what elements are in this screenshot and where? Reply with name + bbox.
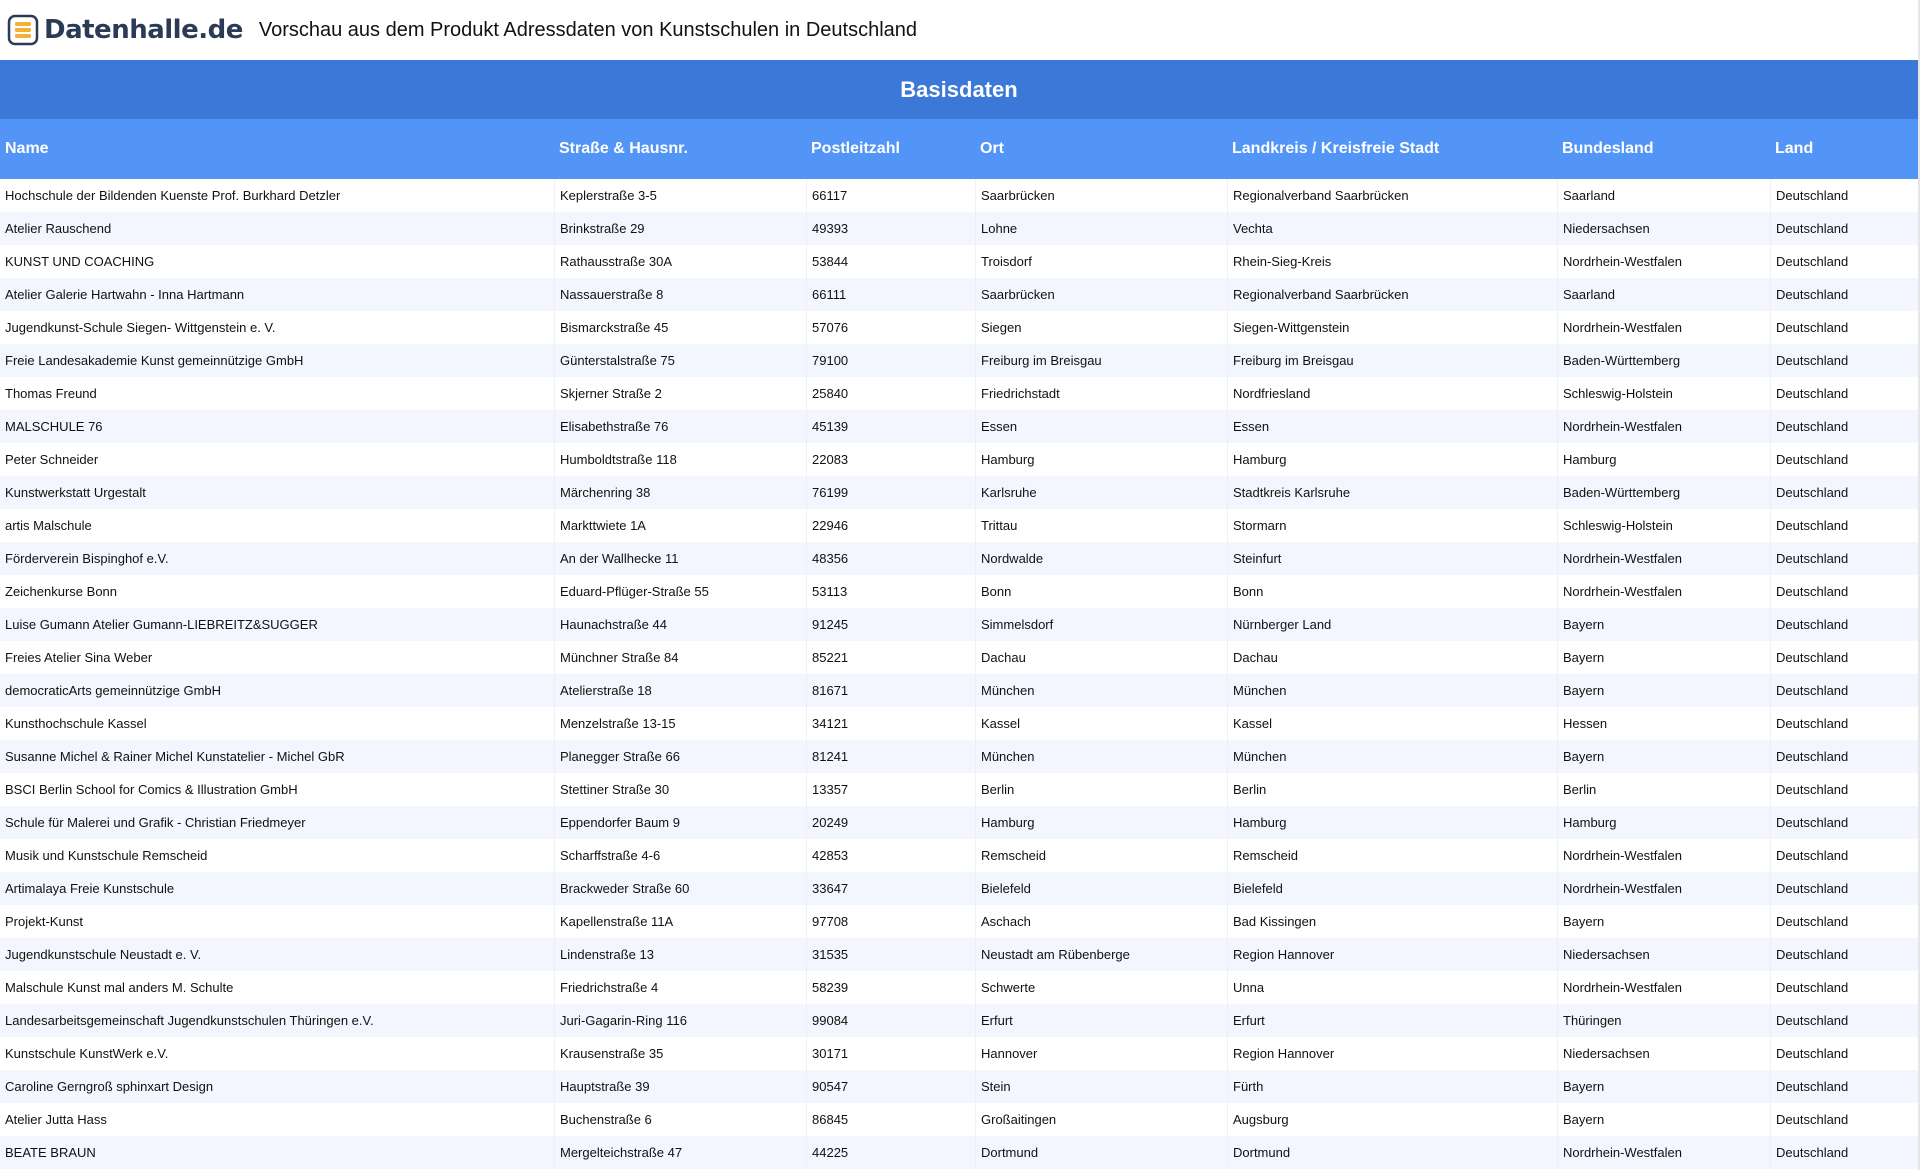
cell-country: Deutschland xyxy=(1770,608,1918,641)
cell-postal-code: 49393 xyxy=(806,212,975,245)
cell-postal-code: 42853 xyxy=(806,839,975,872)
cell-postal-code: 81671 xyxy=(806,674,975,707)
cell-district: Nürnberger Land xyxy=(1227,608,1557,641)
cell-name: Hochschule der Bildenden Kuenste Prof. Burkhard Detzler xyxy=(5,188,341,203)
cell-street: Mergelteichstraße 47 xyxy=(554,1136,806,1169)
cell-name: Kunstwerkstatt Urgestalt xyxy=(5,485,146,500)
cell-postal-code: 81241 xyxy=(806,740,975,773)
cell-postal-code: 85221 xyxy=(806,641,975,674)
cell-country: Deutschland xyxy=(1770,179,1918,212)
table-row[interactable] xyxy=(0,1136,1918,1169)
cell-postal-code: 22083 xyxy=(806,443,975,476)
cell-street: Eduard-Pflüger-Straße 55 xyxy=(554,575,806,608)
cell-district: Dachau xyxy=(1227,641,1557,674)
cell-street: Scharffstraße 4-6 xyxy=(554,839,806,872)
cell-state: Bayern xyxy=(1557,674,1770,707)
cell-name: Atelier Galerie Hartwahn - Inna Hartmann xyxy=(5,287,245,302)
cell-name: Landesarbeitsgemeinschaft Jugendkunstschulen Thüringen e.V. xyxy=(5,1013,374,1028)
cell-city: Bielefeld xyxy=(975,872,1227,905)
table-row[interactable] xyxy=(0,971,1918,1004)
cell-name: Jugendkunstschule Neustadt e. V. xyxy=(5,947,202,962)
cell-country: Deutschland xyxy=(1770,278,1918,311)
cell-country: Deutschland xyxy=(1770,344,1918,377)
cell-street: Hauptstraße 39 xyxy=(554,1070,806,1103)
cell-state: Bayern xyxy=(1557,740,1770,773)
cell-district: Kassel xyxy=(1227,707,1557,740)
cell-district: Steinfurt xyxy=(1227,542,1557,575)
cell-city: Stein xyxy=(975,1070,1227,1103)
cell-district: München xyxy=(1227,674,1557,707)
cell-state: Nordrhein-Westfalen xyxy=(1557,1136,1770,1169)
table-row[interactable] xyxy=(0,905,1918,938)
cell-district: Freiburg im Breisgau xyxy=(1227,344,1557,377)
table-row[interactable] xyxy=(0,872,1918,905)
cell-street: Keplerstraße 3-5 xyxy=(554,179,806,212)
cell-district: Vechta xyxy=(1227,212,1557,245)
table-row[interactable] xyxy=(0,542,1918,575)
cell-postal-code: 79100 xyxy=(806,344,975,377)
cell-street: Markttwiete 1A xyxy=(554,509,806,542)
column-header-district[interactable]: Landkreis / Kreisfreie Stadt xyxy=(1232,140,1440,157)
cell-city: Berlin xyxy=(975,773,1227,806)
column-header-city[interactable]: Ort xyxy=(980,140,1004,157)
cell-state: Bayern xyxy=(1557,641,1770,674)
cell-country: Deutschland xyxy=(1770,872,1918,905)
cell-state: Bayern xyxy=(1557,1103,1770,1136)
cell-name: artis Malschule xyxy=(5,518,92,533)
cell-district: Bonn xyxy=(1227,575,1557,608)
cell-street: Skjerner Straße 2 xyxy=(554,377,806,410)
cell-name: Jugendkunst-Schule Siegen- Wittgenstein e. V. xyxy=(5,320,276,335)
cell-state: Nordrhein-Westfalen xyxy=(1557,872,1770,905)
table-row[interactable] xyxy=(0,311,1918,344)
cell-postal-code: 86845 xyxy=(806,1103,975,1136)
table-row[interactable] xyxy=(0,1070,1918,1103)
cell-street: Günterstalstraße 75 xyxy=(554,344,806,377)
cell-district: Bad Kissingen xyxy=(1227,905,1557,938)
cell-street: Atelierstraße 18 xyxy=(554,674,806,707)
cell-country: Deutschland xyxy=(1770,1136,1918,1169)
table-row[interactable] xyxy=(0,245,1918,278)
cell-country: Deutschland xyxy=(1770,1037,1918,1070)
column-header-postal-code[interactable]: Postleitzahl xyxy=(811,140,900,157)
cell-country: Deutschland xyxy=(1770,839,1918,872)
cell-name: Förderverein Bispinghof e.V. xyxy=(5,551,169,566)
cell-postal-code: 99084 xyxy=(806,1004,975,1037)
cell-district: Unna xyxy=(1227,971,1557,1004)
cell-country: Deutschland xyxy=(1770,509,1918,542)
cell-city: Remscheid xyxy=(975,839,1227,872)
cell-state: Hamburg xyxy=(1557,443,1770,476)
cell-country: Deutschland xyxy=(1770,212,1918,245)
cell-country: Deutschland xyxy=(1770,806,1918,839)
cell-city: Kassel xyxy=(975,707,1227,740)
cell-country: Deutschland xyxy=(1770,410,1918,443)
cell-country: Deutschland xyxy=(1770,740,1918,773)
cell-state: Schleswig-Holstein xyxy=(1557,509,1770,542)
cell-name: Caroline Gerngroß sphinxart Design xyxy=(5,1079,214,1094)
table-row[interactable] xyxy=(0,641,1918,674)
cell-street: Elisabethstraße 76 xyxy=(554,410,806,443)
cell-state: Baden-Württemberg xyxy=(1557,476,1770,509)
cell-name: Zeichenkurse Bonn xyxy=(5,584,118,599)
cell-name: Peter Schneider xyxy=(5,452,99,467)
cell-postal-code: 20249 xyxy=(806,806,975,839)
table-row[interactable] xyxy=(0,938,1918,971)
cell-name: BSCI Berlin School for Comics & Illustration GmbH xyxy=(5,782,298,797)
cell-country: Deutschland xyxy=(1770,575,1918,608)
cell-state: Thüringen xyxy=(1557,1004,1770,1037)
cell-street: Haunachstraße 44 xyxy=(554,608,806,641)
logo[interactable] xyxy=(6,13,243,47)
cell-name: Thomas Freund xyxy=(5,386,97,401)
cell-state: Nordrhein-Westfalen xyxy=(1557,839,1770,872)
cell-city: München xyxy=(975,674,1227,707)
cell-city: Essen xyxy=(975,410,1227,443)
cell-street: Eppendorfer Baum 9 xyxy=(554,806,806,839)
table-body xyxy=(0,179,1918,1169)
table-row[interactable] xyxy=(0,212,1918,245)
database-stack-icon xyxy=(6,13,40,47)
cell-city: Dachau xyxy=(975,641,1227,674)
cell-state: Nordrhein-Westfalen xyxy=(1557,245,1770,278)
cell-district: Hamburg xyxy=(1227,443,1557,476)
cell-city: Großaitingen xyxy=(975,1103,1227,1136)
cell-city: Hamburg xyxy=(975,443,1227,476)
logo-text: Datenhalle.de xyxy=(44,15,243,45)
column-header-country[interactable]: Land xyxy=(1775,140,1814,157)
cell-state: Baden-Württemberg xyxy=(1557,344,1770,377)
cell-country: Deutschland xyxy=(1770,773,1918,806)
cell-state: Nordrhein-Westfalen xyxy=(1557,410,1770,443)
cell-district: Regionalverband Saarbrücken xyxy=(1227,179,1557,212)
cell-city: Friedrichstadt xyxy=(975,377,1227,410)
table-row[interactable] xyxy=(0,707,1918,740)
cell-postal-code: 66111 xyxy=(806,278,975,311)
table-row[interactable] xyxy=(0,608,1918,641)
column-header-street[interactable]: Straße & Hausnr. xyxy=(559,140,688,157)
cell-city: Lohne xyxy=(975,212,1227,245)
section-header: Basisdaten xyxy=(0,60,1918,119)
cell-country: Deutschland xyxy=(1770,971,1918,1004)
table-row[interactable] xyxy=(0,839,1918,872)
cell-city: Saarbrücken xyxy=(975,179,1227,212)
cell-name: Projekt-Kunst xyxy=(5,914,84,929)
cell-name: Susanne Michel & Rainer Michel Kunstatelier - Michel GbR xyxy=(5,749,345,764)
cell-state: Nordrhein-Westfalen xyxy=(1557,971,1770,1004)
cell-postal-code: 22946 xyxy=(806,509,975,542)
cell-district: Berlin xyxy=(1227,773,1557,806)
cell-postal-code: 58239 xyxy=(806,971,975,1004)
cell-city: Neustadt am Rübenberge xyxy=(975,938,1227,971)
cell-postal-code: 44225 xyxy=(806,1136,975,1169)
cell-city: Aschach xyxy=(975,905,1227,938)
cell-state: Niedersachsen xyxy=(1557,938,1770,971)
cell-name: Schule für Malerei und Grafik - Christian Friedmeyer xyxy=(5,815,306,830)
cell-name: Atelier Rauschend xyxy=(5,221,112,236)
cell-country: Deutschland xyxy=(1770,476,1918,509)
column-header-state[interactable]: Bundesland xyxy=(1562,140,1654,157)
cell-country: Deutschland xyxy=(1770,1004,1918,1037)
cell-city: Troisdorf xyxy=(975,245,1227,278)
cell-district: Essen xyxy=(1227,410,1557,443)
cell-postal-code: 33647 xyxy=(806,872,975,905)
cell-street: Stettiner Straße 30 xyxy=(554,773,806,806)
cell-postal-code: 48356 xyxy=(806,542,975,575)
cell-city: Nordwalde xyxy=(975,542,1227,575)
cell-street: Brinkstraße 29 xyxy=(554,212,806,245)
cell-state: Nordrhein-Westfalen xyxy=(1557,311,1770,344)
cell-country: Deutschland xyxy=(1770,1103,1918,1136)
table-row[interactable] xyxy=(0,443,1918,476)
cell-state: Saarland xyxy=(1557,278,1770,311)
cell-postal-code: 53113 xyxy=(806,575,975,608)
cell-street: Märchenring 38 xyxy=(554,476,806,509)
cell-district: Bielefeld xyxy=(1227,872,1557,905)
cell-district: Erfurt xyxy=(1227,1004,1557,1037)
cell-street: Kapellenstraße 11A xyxy=(554,905,806,938)
cell-postal-code: 57076 xyxy=(806,311,975,344)
cell-postal-code: 13357 xyxy=(806,773,975,806)
table-row[interactable] xyxy=(0,1037,1918,1070)
cell-country: Deutschland xyxy=(1770,905,1918,938)
cell-postal-code: 97708 xyxy=(806,905,975,938)
cell-name: KUNST UND COACHING xyxy=(5,254,155,269)
table-row[interactable] xyxy=(0,806,1918,839)
cell-state: Niedersachsen xyxy=(1557,1037,1770,1070)
cell-city: Simmelsdorf xyxy=(975,608,1227,641)
cell-country: Deutschland xyxy=(1770,443,1918,476)
cell-name: Atelier Jutta Hass xyxy=(5,1112,107,1127)
cell-country: Deutschland xyxy=(1770,641,1918,674)
cell-postal-code: 25840 xyxy=(806,377,975,410)
cell-country: Deutschland xyxy=(1770,674,1918,707)
cell-name: Musik und Kunstschule Remscheid xyxy=(5,848,208,863)
table-row[interactable] xyxy=(0,773,1918,806)
cell-district: Rhein-Sieg-Kreis xyxy=(1227,245,1557,278)
cell-district: Stadtkreis Karlsruhe xyxy=(1227,476,1557,509)
cell-country: Deutschland xyxy=(1770,1070,1918,1103)
cell-state: Schleswig-Holstein xyxy=(1557,377,1770,410)
cell-street: Lindenstraße 13 xyxy=(554,938,806,971)
cell-city: Erfurt xyxy=(975,1004,1227,1037)
cell-city: Karlsruhe xyxy=(975,476,1227,509)
cell-city: Hannover xyxy=(975,1037,1227,1070)
cell-street: Friedrichstraße 4 xyxy=(554,971,806,1004)
table-row[interactable] xyxy=(0,278,1918,311)
table-row[interactable] xyxy=(0,575,1918,608)
cell-country: Deutschland xyxy=(1770,311,1918,344)
cell-state: Bayern xyxy=(1557,1070,1770,1103)
cell-street: Menzelstraße 13-15 xyxy=(554,707,806,740)
table-row[interactable] xyxy=(0,509,1918,542)
cell-street: Juri-Gagarin-Ring 116 xyxy=(554,1004,806,1037)
cell-postal-code: 76199 xyxy=(806,476,975,509)
cell-street: Planegger Straße 66 xyxy=(554,740,806,773)
cell-postal-code: 90547 xyxy=(806,1070,975,1103)
cell-city: Dortmund xyxy=(975,1136,1227,1169)
cell-country: Deutschland xyxy=(1770,245,1918,278)
cell-postal-code: 31535 xyxy=(806,938,975,971)
cell-postal-code: 66117 xyxy=(806,179,975,212)
cell-state: Bayern xyxy=(1557,608,1770,641)
cell-country: Deutschland xyxy=(1770,707,1918,740)
cell-street: Bismarckstraße 45 xyxy=(554,311,806,344)
cell-state: Bayern xyxy=(1557,905,1770,938)
cell-district: Regionalverband Saarbrücken xyxy=(1227,278,1557,311)
cell-name: MALSCHULE 76 xyxy=(5,419,103,434)
cell-city: Hamburg xyxy=(975,806,1227,839)
cell-district: Siegen-Wittgenstein xyxy=(1227,311,1557,344)
table-row[interactable] xyxy=(0,344,1918,377)
cell-street: Krausenstraße 35 xyxy=(554,1037,806,1070)
cell-postal-code: 45139 xyxy=(806,410,975,443)
column-header-row xyxy=(0,119,1918,179)
cell-state: Hamburg xyxy=(1557,806,1770,839)
cell-name: Freies Atelier Sina Weber xyxy=(5,650,153,665)
cell-state: Niedersachsen xyxy=(1557,212,1770,245)
cell-name: democraticArts gemeinnützige GmbH xyxy=(5,683,222,698)
cell-name: BEATE BRAUN xyxy=(5,1145,96,1160)
cell-street: Humboldtstraße 118 xyxy=(554,443,806,476)
cell-name: Artimalaya Freie Kunstschule xyxy=(5,881,175,896)
table-row[interactable] xyxy=(0,476,1918,509)
cell-name: Kunstschule KunstWerk e.V. xyxy=(5,1046,169,1061)
cell-city: Schwerte xyxy=(975,971,1227,1004)
cell-state: Saarland xyxy=(1557,179,1770,212)
page-title: Vorschau aus dem Produkt Adressdaten von Kunstschulen in Deutschland xyxy=(258,18,918,41)
cell-district: Dortmund xyxy=(1227,1136,1557,1169)
cell-name: Kunsthochschule Kassel xyxy=(5,716,147,731)
cell-district: Region Hannover xyxy=(1227,938,1557,971)
cell-country: Deutschland xyxy=(1770,542,1918,575)
cell-district: Augsburg xyxy=(1227,1103,1557,1136)
cell-state: Nordrhein-Westfalen xyxy=(1557,542,1770,575)
cell-street: Münchner Straße 84 xyxy=(554,641,806,674)
cell-city: Freiburg im Breisgau xyxy=(975,344,1227,377)
cell-state: Nordrhein-Westfalen xyxy=(1557,575,1770,608)
table-row[interactable] xyxy=(0,410,1918,443)
cell-district: München xyxy=(1227,740,1557,773)
cell-district: Stormarn xyxy=(1227,509,1557,542)
cell-city: München xyxy=(975,740,1227,773)
cell-district: Remscheid xyxy=(1227,839,1557,872)
cell-district: Region Hannover xyxy=(1227,1037,1557,1070)
cell-street: Rathausstraße 30A xyxy=(554,245,806,278)
cell-district: Fürth xyxy=(1227,1070,1557,1103)
cell-street: An der Wallhecke 11 xyxy=(554,542,806,575)
table-row[interactable] xyxy=(0,674,1918,707)
cell-city: Siegen xyxy=(975,311,1227,344)
top-bar xyxy=(0,0,1920,60)
cell-city: Saarbrücken xyxy=(975,278,1227,311)
cell-postal-code: 34121 xyxy=(806,707,975,740)
cell-street: Brackweder Straße 60 xyxy=(554,872,806,905)
cell-name: Malschule Kunst mal anders M. Schulte xyxy=(5,980,234,995)
column-header-name[interactable]: Name xyxy=(5,140,49,157)
cell-postal-code: 53844 xyxy=(806,245,975,278)
cell-state: Hessen xyxy=(1557,707,1770,740)
table-row[interactable] xyxy=(0,377,1918,410)
table-row[interactable] xyxy=(0,1103,1918,1136)
cell-street: Nassauerstraße 8 xyxy=(554,278,806,311)
table-row[interactable] xyxy=(0,740,1918,773)
cell-city: Trittau xyxy=(975,509,1227,542)
cell-district: Hamburg xyxy=(1227,806,1557,839)
cell-name: Luise Gumann Atelier Gumann-LIEBREITZ&SUGGER xyxy=(5,617,318,632)
cell-state: Berlin xyxy=(1557,773,1770,806)
cell-country: Deutschland xyxy=(1770,377,1918,410)
cell-country: Deutschland xyxy=(1770,938,1918,971)
cell-street: Buchenstraße 6 xyxy=(554,1103,806,1136)
cell-postal-code: 30171 xyxy=(806,1037,975,1070)
cell-name: Freie Landesakademie Kunst gemeinnützige GmbH xyxy=(5,353,304,368)
cell-postal-code: 91245 xyxy=(806,608,975,641)
cell-city: Bonn xyxy=(975,575,1227,608)
table-row[interactable] xyxy=(0,1004,1918,1037)
cell-district: Nordfriesland xyxy=(1227,377,1557,410)
table-row[interactable] xyxy=(0,179,1918,212)
